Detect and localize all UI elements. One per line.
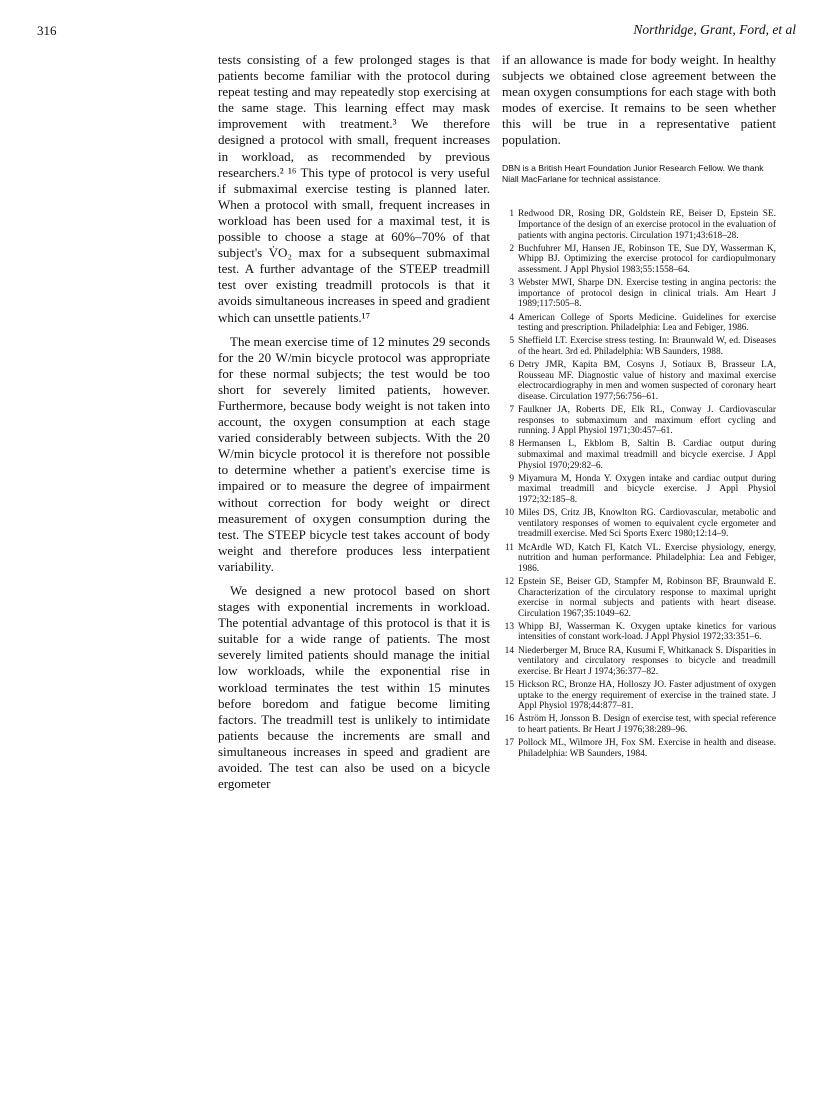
reference-item [502, 474, 776, 506]
reference-text: Faulkner JA, Roberts DE, Elk RL, Conway J. Cardiovascular responses to submaximum and maximum effort cycling and running. J Appl Physiol 1971;30:457–61. [518, 405, 776, 437]
reference-text: Hermansen L, Ekblom B, Saltin B. Cardiac output during submaximal and maximal treadmill and bicycle exercise. J Appl Physiol 1970;29:82–6. [518, 439, 776, 471]
reference-item [502, 313, 776, 334]
reference-text: American College of Sports Medicine. Guidelines for exercise testing and prescription. Philadelphia: Lea and Febiger, 1986. [518, 312, 776, 334]
body-paragraph: The mean exercise time of 12 minutes 29 seconds for the 20 W/min bicycle protocol was appropriate for these normal subjects; the test would be too short for severely limited patients, however. Furthermore, because body weight is not taken into account, the oxygen consumption at each stage varied considerably between subjects. With the 20 W/min bicycle protocol it is therefore not possible to determine whether a patient's exercise time is impaired or to measure the degree of impairment without correction for body weight or direct measurement of oxygen consumption during the test. The STEEP bicycle test takes account of body weight and therefore produces less interpatient variability. [218, 333, 490, 574]
reference-number: 12 [504, 576, 514, 587]
acknowledgement: DBN is a British Heart Foundation Junior Research Fellow. We thank Niall MacFarlane for technical assistance. [502, 162, 764, 184]
reference-text: Buchfuhrer MJ, Hansen JE, Robinson TE, Sue DY, Wasserman K, Whipp BJ. Optimizing the exercise protocol for cardiopulmonary assessment. J Appl Physiol 1983;55:1558–64. [518, 243, 776, 275]
reference-number: 10 [504, 508, 514, 519]
reference-number: 13 [504, 621, 514, 632]
reference-text: Miles DS, Critz JB, Knowlton RG. Cardiovascular, metabolic and ventilatory responses of women to equivalent cycle ergometer and treadmill exercise. Med Sci Sports Exerc 1980;12:14–9. [518, 508, 776, 540]
reference-text: Åström H, Jonsson B. Design of exercise test, with special reference to heart patients. Br Heart J 1976;38:289–96. [518, 714, 776, 735]
reference-item [502, 278, 776, 310]
reference-text: Miyamura M, Honda Y. Oxygen intake and cardiac output during maximal treadmill and bicycle exercise. J Appl Physiol 1972;32:185–8. [518, 473, 776, 505]
reference-number: 6 [509, 360, 514, 371]
reference-text: Hickson RC, Bronze HA, Holloszy JO. Faster adjustment of oxygen uptake to the energy requirement of exercise in the trained state. J Appl Physiol 1978;44:877–81. [518, 680, 776, 712]
reference-number: 5 [509, 336, 514, 347]
reference-text: Niederberger M, Bruce RA, Kusumi F, Whitkanack S. Disparities in ventilatory and circulatory responses to bicycle and treadmill exercise. Br Heart J 1974;36:377–82. [518, 645, 776, 677]
reference-item [502, 360, 776, 402]
reference-text: Sheffield LT. Exercise stress testing. In: Braunwald W, ed. Diseases of the heart. 3rd ed. Philadelphia: WB Saunders, 1988. [518, 336, 776, 357]
reference-number: 14 [504, 645, 514, 656]
reference-number: 16 [504, 714, 514, 725]
reference-item [502, 738, 776, 759]
reference-number: 9 [509, 473, 514, 484]
reference-number: 1 [509, 209, 514, 220]
reference-text: Webster MWI, Sharpe DN. Exercise testing in angina pectoris: the importance of protocol design in clinical trials. Am Heart J 1989;117:505–8. [518, 278, 776, 310]
reference-item [502, 543, 776, 575]
reference-list [502, 209, 776, 759]
reference-text: Pollock ML, Wilmore JH, Fox SM. Exercise in health and disease. Philadelphia: WB Saunders, 1984. [518, 738, 776, 759]
body-paragraph: tests consisting of a few prolonged stages is that patients become familiar with the protocol during repeat testing and may repeatedly stop exercising at the same stage. This learning effect may mask improvement with treatment.³ We therefore designed a protocol with small, frequent increases in workload, as recommended by previous researchers.² ¹⁶ This type of protocol is very useful if submaximal exercise testing is planned later. When a protocol with small, frequent increases in workload has been used for a maximal test, it is possible to choose a stage at 60%–70% of that subject's V̇O₂ max for a subsequent submaximal test. A further advantage of the STEEP treadmill test over existing treadmill protocols is that it avoids simultaneous increases in speed and gradient which can unsettle patients.¹⁷ [218, 52, 490, 325]
reference-item [502, 714, 776, 735]
reference-text: McArdle WD, Katch FI, Katch VL. Exercise physiology, energy, nutrition and human performance. Philadelphia: Lea and Febiger, 1986. [518, 542, 776, 574]
body-paragraph-continued: if an allowance is made for body weight. In healthy subjects we obtained close agreement between the mean oxygen consumptions for each stage with both modes of exercise. It remains to be seen whether this will be true in a representative patient population. [502, 52, 776, 148]
reference-item [502, 336, 776, 357]
right-column [502, 52, 776, 762]
reference-item [502, 508, 776, 540]
reference-item [502, 244, 776, 276]
reference-item [502, 405, 776, 437]
body-paragraph: We designed a new protocol based on short stages with exponential increments in workload. The potential advantage of this protocol is that it is suitable for a wide range of patients. The most severely limited patients should manage the initial low workloads, while the exponential rise in workload terminates the test within 15 minutes before boredom and fatigue become limiting factors. The treadmill test is unlikely to intimidate patients because the increments are small and simultaneous increases in speed and gradient are avoided. The test can also be used on a bicycle ergometer [218, 583, 490, 792]
running-head: Northridge, Grant, Ford, et al [633, 22, 796, 37]
reference-number: 7 [509, 405, 514, 416]
reference-text: Epstein SE, Beiser GD, Stampfer M, Robinson BF, Braunwald E. Characterization of the circulatory response to maximal upright exercise in normal subjects and patients with heart disease. Circulation 1967;35:1049–62. [518, 576, 776, 619]
reference-number: 3 [509, 278, 514, 289]
reference-number: 17 [504, 738, 514, 749]
reference-number: 15 [504, 680, 514, 691]
reference-text: Whipp BJ, Wasserman K. Oxygen uptake kinetics for various intensities of constant work-load. J Appl Physiol 1972;33:351–6. [518, 621, 776, 643]
reference-item [502, 646, 776, 678]
reference-number: 11 [504, 542, 514, 553]
reference-item [502, 622, 776, 643]
reference-number: 8 [509, 439, 514, 450]
reference-text: Detry JMR, Kapita BM, Cosyns J, Sotiaux B, Brasseur LA, Rousseau MF. Diagnostic value of history and maximal exercise electrocardiography in men and women suspected of coronary heart disease. Circulation 1977;56:756–61. [518, 360, 776, 402]
left-column [218, 52, 490, 800]
reference-item [502, 209, 776, 241]
reference-number: 4 [509, 312, 514, 323]
reference-number: 2 [509, 243, 514, 254]
page-number: 316 [37, 23, 57, 38]
reference-item [502, 680, 776, 712]
reference-item [502, 577, 776, 619]
reference-text: Redwood DR, Rosing DR, Goldstein RE, Beiser D, Epstein SE. Importance of the design of an exercise protocol in the evaluation of patients with angina pectoris. Circulation 1971;43:618–28. [518, 209, 776, 241]
reference-item [502, 439, 776, 471]
